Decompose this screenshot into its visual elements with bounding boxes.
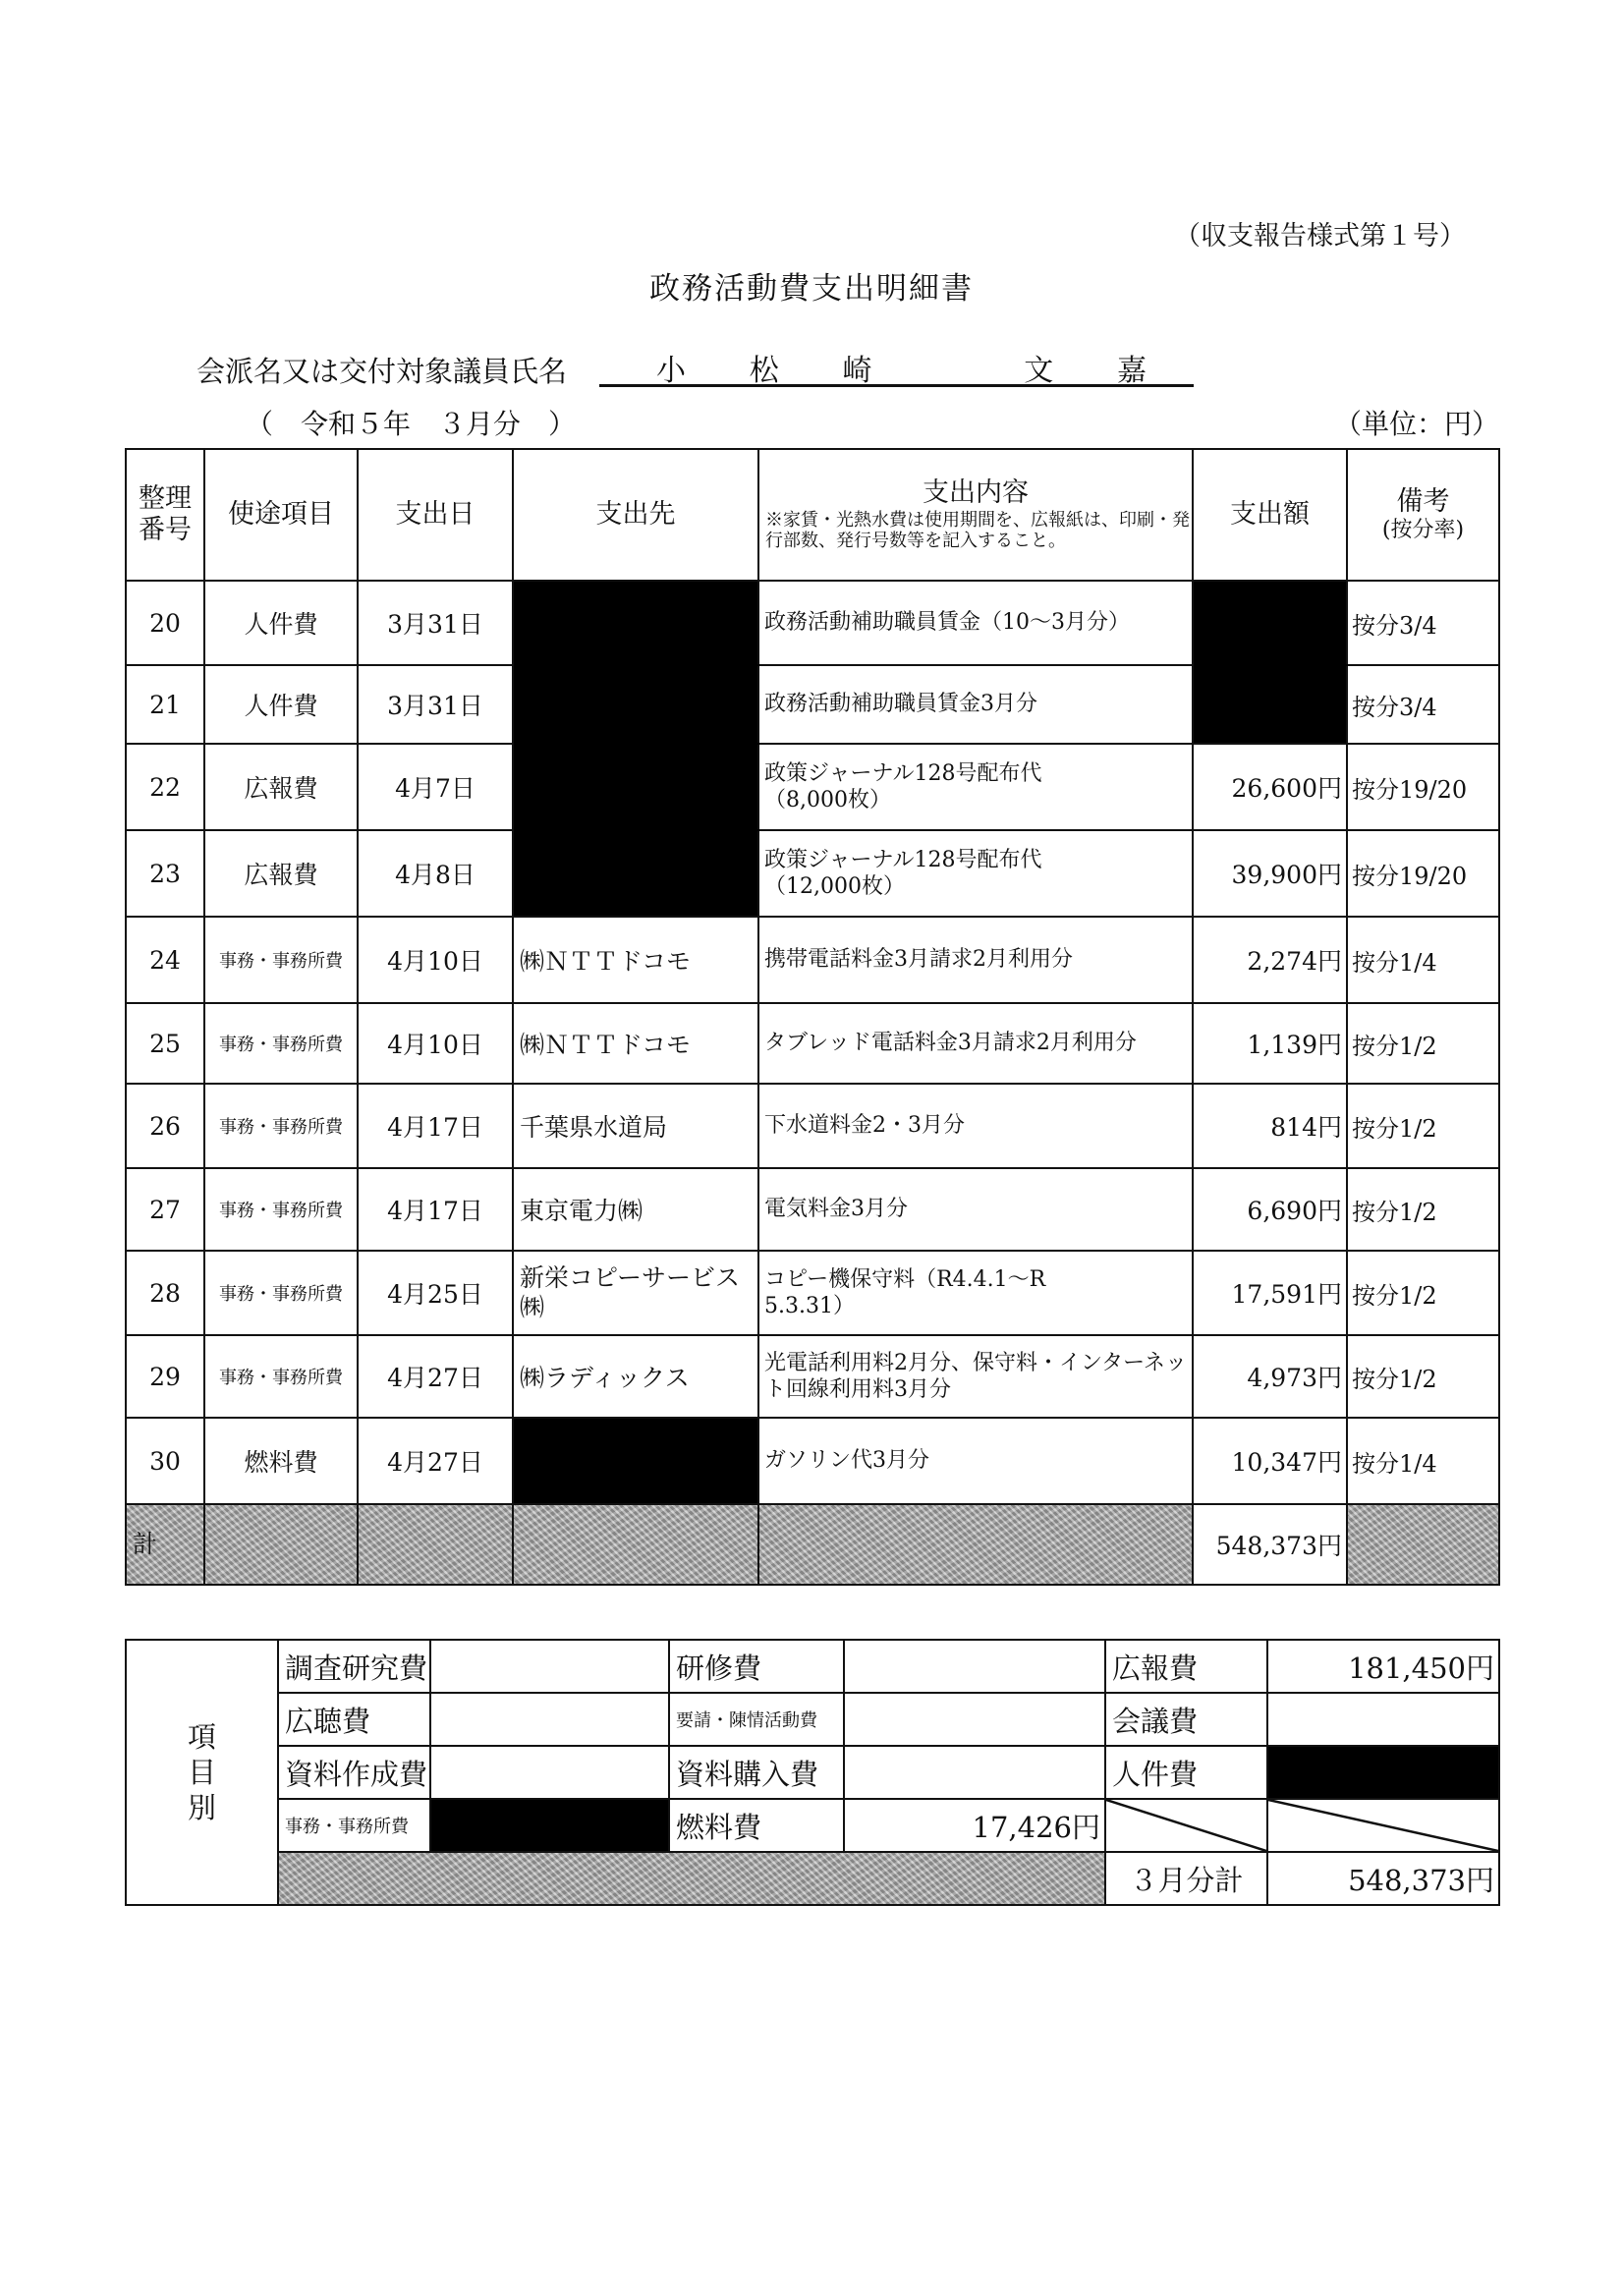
personnel-label: 人件費 bbox=[1105, 1746, 1267, 1799]
total-filler bbox=[513, 1504, 758, 1585]
row-note: 按分3/4 bbox=[1347, 581, 1499, 665]
note-header-title: 備考 bbox=[1396, 485, 1450, 517]
col-header-category: 使途項目 bbox=[204, 449, 358, 581]
form-number: （収支報告様式第１号） bbox=[1174, 221, 1466, 252]
member-name-char: 文 bbox=[1024, 354, 1054, 388]
col-header-date: 支出日 bbox=[358, 449, 513, 581]
row-no: 23 bbox=[126, 830, 204, 917]
document-title: 政務活動費支出明細書 bbox=[649, 271, 974, 307]
row-category: 人件費 bbox=[204, 665, 358, 744]
row-content: 政務活動補助職員賃金3月分 bbox=[758, 665, 1193, 744]
category-summary-table bbox=[125, 1639, 1500, 1906]
row-content: ガソリン代3月分 bbox=[758, 1418, 1193, 1504]
col-header-payee: 支出先 bbox=[513, 449, 758, 581]
row-category: 事務・事務所費 bbox=[204, 1251, 358, 1335]
report-period: （ 令和５年 ３月分 ） bbox=[246, 408, 577, 440]
row-content: 政務活動補助職員賃金（10～3月分） bbox=[758, 581, 1193, 665]
month-total-value: 548,373円 bbox=[1267, 1852, 1499, 1905]
row-payee: ㈱ラディックス bbox=[513, 1335, 758, 1418]
table-row bbox=[126, 1418, 1499, 1504]
table-row bbox=[126, 1251, 1499, 1335]
row-content: 下水道料金2・3月分 bbox=[758, 1084, 1193, 1168]
side-label-char: 項 bbox=[187, 1719, 216, 1754]
training-label: 研修費 bbox=[669, 1640, 844, 1693]
row-category: 事務・事務所費 bbox=[204, 1084, 358, 1168]
row-no: 21 bbox=[126, 665, 204, 744]
row-date: 4月17日 bbox=[358, 1084, 513, 1168]
row-date: 4月10日 bbox=[358, 917, 513, 1003]
row-date: 3月31日 bbox=[358, 665, 513, 744]
row-amount: 17,591円 bbox=[1193, 1251, 1347, 1335]
content-header-title: 支出内容 bbox=[923, 477, 1029, 509]
row-category: 事務・事務所費 bbox=[204, 1168, 358, 1251]
row-category: 事務・事務所費 bbox=[204, 1335, 358, 1418]
table-row bbox=[126, 1084, 1499, 1168]
fuel-value: 17,426円 bbox=[844, 1799, 1105, 1852]
row-date: 4月27日 bbox=[358, 1418, 513, 1504]
row-amount: 1,139円 bbox=[1193, 1003, 1347, 1084]
col-header-content bbox=[758, 449, 1193, 581]
row-note: 按分1/4 bbox=[1347, 917, 1499, 1003]
member-name-char: 小 bbox=[656, 354, 686, 388]
row-payee: 東京電力㈱ bbox=[513, 1168, 758, 1251]
row-payee: 千葉県水道局 bbox=[513, 1084, 758, 1168]
material-value bbox=[430, 1746, 669, 1799]
table-row bbox=[126, 1003, 1499, 1084]
total-filler bbox=[204, 1504, 358, 1585]
col-header-no: 整理番号 bbox=[126, 449, 204, 581]
row-content: 光電話利用料2月分、保守料・インターネット回線利用料3月分 bbox=[758, 1335, 1193, 1418]
row-content: 政策ジャーナル128号配布代 （12,000枚） bbox=[758, 830, 1193, 917]
row-note: 按分1/2 bbox=[1347, 1003, 1499, 1084]
row-amount: 26,600円 bbox=[1193, 744, 1347, 830]
member-name bbox=[599, 346, 1194, 387]
member-label: 会派名又は交付対象議員氏名 bbox=[196, 355, 568, 388]
row-date: 4月25日 bbox=[358, 1251, 513, 1335]
row-date: 4月7日 bbox=[358, 744, 513, 830]
row-payee: ㈱ＮＴＴドコモ bbox=[513, 1003, 758, 1084]
hearing-value bbox=[430, 1693, 669, 1746]
row-note: 按分3/4 bbox=[1347, 665, 1499, 744]
table-row bbox=[126, 744, 1499, 830]
row-date: 4月8日 bbox=[358, 830, 513, 917]
month-total-label: ３月分計 bbox=[1105, 1852, 1267, 1905]
pr-value: 181,450円 bbox=[1267, 1640, 1499, 1693]
row-payee-redacted bbox=[513, 581, 758, 665]
row-payee: 新栄コピーサービス㈱ bbox=[513, 1251, 758, 1335]
row-category: 燃料費 bbox=[204, 1418, 358, 1504]
research-value bbox=[430, 1640, 669, 1693]
row-amount: 4,973円 bbox=[1193, 1335, 1347, 1418]
row-content: 政策ジャーナル128号配布代 （8,000枚） bbox=[758, 744, 1193, 830]
empty-slash-cell bbox=[1267, 1799, 1499, 1852]
col-header-note bbox=[1347, 449, 1499, 581]
table-row bbox=[126, 830, 1499, 917]
row-category: 広報費 bbox=[204, 744, 358, 830]
office-label: 事務・事務所費 bbox=[278, 1799, 430, 1852]
row-payee-redacted bbox=[513, 744, 758, 830]
row-content: タブレッド電話料金3月請求2月利用分 bbox=[758, 1003, 1193, 1084]
row-payee-redacted bbox=[513, 1418, 758, 1504]
research-label: 調査研究費 bbox=[278, 1640, 430, 1693]
row-date: 4月10日 bbox=[358, 1003, 513, 1084]
summary-grey-filler bbox=[278, 1852, 1105, 1905]
purchase-label: 資料購入費 bbox=[669, 1746, 844, 1799]
row-date: 3月31日 bbox=[358, 581, 513, 665]
row-category: 事務・事務所費 bbox=[204, 917, 358, 1003]
purchase-value bbox=[844, 1746, 1105, 1799]
row-payee-redacted bbox=[513, 665, 758, 744]
expense-table bbox=[125, 448, 1500, 1586]
row-date: 4月17日 bbox=[358, 1168, 513, 1251]
total-filler bbox=[758, 1504, 1193, 1585]
office-value-redacted bbox=[430, 1799, 669, 1852]
table-row bbox=[126, 917, 1499, 1003]
side-label-char: 別 bbox=[187, 1791, 216, 1825]
row-note: 按分1/2 bbox=[1347, 1084, 1499, 1168]
side-label-char: 目 bbox=[187, 1755, 216, 1789]
row-no: 30 bbox=[126, 1418, 204, 1504]
row-amount: 2,274円 bbox=[1193, 917, 1347, 1003]
total-label: 計 bbox=[126, 1504, 204, 1585]
total-filler bbox=[358, 1504, 513, 1585]
row-note: 按分1/2 bbox=[1347, 1168, 1499, 1251]
row-content: 携帯電話料金3月請求2月利用分 bbox=[758, 917, 1193, 1003]
member-name-char: 松 bbox=[749, 354, 779, 388]
member-name-char: 嘉 bbox=[1117, 354, 1147, 388]
row-content: 電気料金3月分 bbox=[758, 1168, 1193, 1251]
row-payee: ㈱ＮＴＴドコモ bbox=[513, 917, 758, 1003]
meeting-value bbox=[1267, 1693, 1499, 1746]
row-no: 27 bbox=[126, 1168, 204, 1251]
table-row bbox=[126, 665, 1499, 744]
row-category: 広報費 bbox=[204, 830, 358, 917]
currency-unit: （単位：円） bbox=[1334, 408, 1500, 440]
personnel-value-redacted bbox=[1267, 1746, 1499, 1799]
row-content: コピー機保守料（R4.4.1～R 5.3.31） bbox=[758, 1251, 1193, 1335]
training-value bbox=[844, 1640, 1105, 1693]
row-amount: 39,900円 bbox=[1193, 830, 1347, 917]
row-no: 29 bbox=[126, 1335, 204, 1418]
table-row bbox=[126, 1335, 1499, 1418]
row-no: 20 bbox=[126, 581, 204, 665]
note-header-sub: (按分率) bbox=[1381, 518, 1465, 542]
row-note: 按分1/2 bbox=[1347, 1251, 1499, 1335]
table-row bbox=[126, 1168, 1499, 1251]
row-no: 26 bbox=[126, 1084, 204, 1168]
row-note: 按分1/4 bbox=[1347, 1418, 1499, 1504]
total-filler bbox=[1347, 1504, 1499, 1585]
member-name-char: 崎 bbox=[842, 354, 872, 388]
row-no: 28 bbox=[126, 1251, 204, 1335]
row-amount-redacted bbox=[1193, 665, 1347, 744]
col-header-amount: 支出額 bbox=[1193, 449, 1347, 581]
petition-label: 要請・陳情活動費 bbox=[669, 1693, 844, 1746]
fuel-label: 燃料費 bbox=[669, 1799, 844, 1852]
row-note: 按分19/20 bbox=[1347, 744, 1499, 830]
row-category: 人件費 bbox=[204, 581, 358, 665]
petition-value bbox=[844, 1693, 1105, 1746]
total-row bbox=[126, 1504, 1499, 1585]
row-payee-redacted bbox=[513, 830, 758, 917]
hearing-label: 広聴費 bbox=[278, 1693, 430, 1746]
summary-side-label bbox=[126, 1640, 278, 1905]
row-no: 24 bbox=[126, 917, 204, 1003]
table-row bbox=[126, 581, 1499, 665]
content-header-note: ※家賃・光熱水費は使用期間を、広報紙は、印刷・発行部数、発行号数等を記入すること。 bbox=[765, 509, 1190, 552]
row-amount-redacted bbox=[1193, 581, 1347, 665]
row-amount: 6,690円 bbox=[1193, 1168, 1347, 1251]
meeting-label: 会議費 bbox=[1105, 1693, 1267, 1746]
row-category: 事務・事務所費 bbox=[204, 1003, 358, 1084]
empty-slash-cell bbox=[1105, 1799, 1267, 1852]
row-no: 25 bbox=[126, 1003, 204, 1084]
material-label: 資料作成費 bbox=[278, 1746, 430, 1799]
total-amount: 548,373円 bbox=[1193, 1504, 1347, 1585]
pr-label: 広報費 bbox=[1105, 1640, 1267, 1693]
row-date: 4月27日 bbox=[358, 1335, 513, 1418]
row-amount: 10,347円 bbox=[1193, 1418, 1347, 1504]
row-note: 按分19/20 bbox=[1347, 830, 1499, 917]
row-no: 22 bbox=[126, 744, 204, 830]
row-amount: 814円 bbox=[1193, 1084, 1347, 1168]
row-note: 按分1/2 bbox=[1347, 1335, 1499, 1418]
